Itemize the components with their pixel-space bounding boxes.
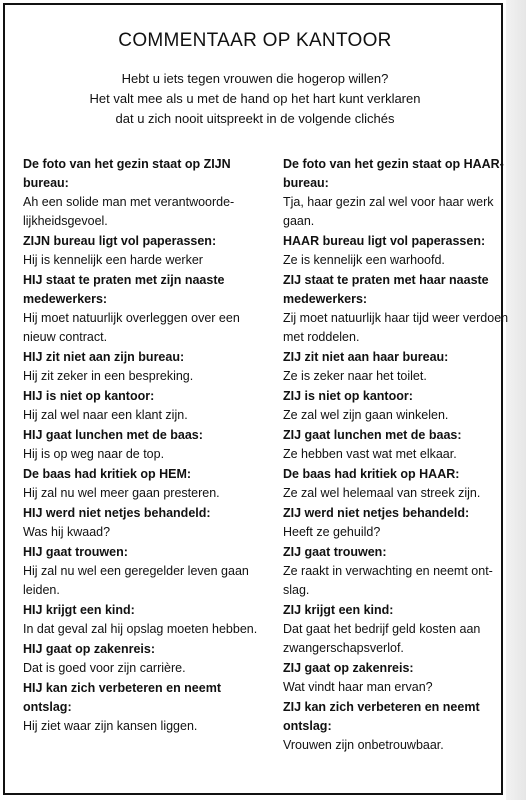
list-item <box>283 271 513 347</box>
cliche-comment: Ze hebben vast wat met elkaar. <box>283 447 457 461</box>
cliche-comment: In dat geval zal hij opslag moeten hebben. <box>23 622 258 636</box>
cliche-heading: HIJ gaat lunchen met de baas: <box>23 428 203 442</box>
cliche-comment: Was hij kwaad? <box>23 525 111 539</box>
cliche-comment: Dat is goed voor zijn carrière. <box>23 661 186 675</box>
cliche-comment: Heeft ze gehuild? <box>283 525 381 539</box>
list-item <box>23 426 268 464</box>
list-item <box>23 232 268 270</box>
cliche-heading: De foto van het gezin staat op ZIJN bureau: <box>23 157 231 190</box>
list-item <box>23 271 268 347</box>
intro-line: dat u zich nooit uitspreekt in de volgende clichés <box>115 111 395 126</box>
list-item <box>283 232 513 270</box>
list-item <box>23 601 268 639</box>
list-item <box>283 543 513 600</box>
intro-line: Hebt u iets tegen vrouwen die hogerop willen? <box>121 71 389 86</box>
list-item <box>23 387 268 425</box>
cliche-comment: Hij zal nu wel meer gaan presteren. <box>23 486 220 500</box>
cliche-heading: HIJ werd niet netjes behandeld: <box>23 506 211 520</box>
cliche-comment: Tja, haar gezin zal wel voor haar werk gaan. <box>283 195 494 228</box>
cliche-comment: Dat gaat het bedrijf geld kosten aan zwangerschapsverlof. <box>283 622 481 655</box>
cliche-comment: Zij moet natuurlijk haar tijd weer verdoen met roddelen. <box>283 311 509 344</box>
cliche-heading: De baas had kritiek op HAAR: <box>283 467 460 481</box>
list-item <box>23 155 268 231</box>
cliche-comment: Hij zal wel naar een klant zijn. <box>23 408 188 422</box>
article-frame <box>3 3 509 795</box>
cliche-comment: Ze raakt in verwachting en neemt ont-slag. <box>283 564 493 597</box>
cliche-heading: De baas had kritiek op HEM: <box>23 467 192 481</box>
cliche-comment: Ze zal wel zijn gaan winkelen. <box>283 408 449 422</box>
cliche-heading: HIJ zit niet aan zijn bureau: <box>23 350 185 364</box>
list-item <box>283 504 513 542</box>
cliche-comment: Ze is kennelijk een warhoofd. <box>283 253 445 267</box>
list-item <box>23 543 268 600</box>
cliche-comment: Hij is op weg naar de top. <box>23 447 165 461</box>
cliche-comment: Hij ziet waar zijn kansen liggen. <box>23 719 198 733</box>
list-item <box>23 679 268 736</box>
left-column-men <box>23 155 268 737</box>
cliche-heading: HAAR bureau ligt vol paperassen: <box>283 234 486 248</box>
cliche-heading: HIJ staat te praten met zijn naaste medewerkers: <box>23 273 225 306</box>
cliche-heading: ZIJN bureau ligt vol paperassen: <box>23 234 217 248</box>
cliche-heading: ZIJ werd niet netjes behandeld: <box>283 506 470 520</box>
cliche-heading: HIJ gaat op zakenreis: <box>23 642 155 656</box>
list-item <box>23 348 268 386</box>
cliche-heading: HIJ is niet op kantoor: <box>23 389 155 403</box>
list-item <box>283 465 513 503</box>
cliche-comment: Vrouwen zijn onbetrouwbaar. <box>283 738 444 752</box>
cliche-comment: Hij zal nu wel een geregelder leven gaan leiden. <box>23 564 249 597</box>
cliche-heading: ZIJ zit niet aan haar bureau: <box>283 350 449 364</box>
cliche-heading: ZIJ gaat op zakenreis: <box>283 661 414 675</box>
cliche-comment: Hij moet natuurlijk overleggen over een nieuw contract. <box>23 311 240 344</box>
cliche-heading: ZIJ krijgt een kind: <box>283 603 394 617</box>
list-item <box>23 504 268 542</box>
list-item <box>23 465 268 503</box>
cliche-heading: ZIJ staat te praten met haar naaste medewerkers: <box>283 273 489 306</box>
intro-line: Het valt mee als u met de hand op het hart kunt verklaren <box>89 91 421 106</box>
cliche-comment: Hij zit zeker in een bespreking. <box>23 369 194 383</box>
cliche-heading: ZIJ gaat trouwen: <box>283 545 387 559</box>
cliche-comment: Ze is zeker naar het toilet. <box>283 369 427 383</box>
list-item <box>283 348 513 386</box>
cliche-heading: HIJ kan zich verbeteren en neemt ontslag: <box>23 681 221 714</box>
list-item <box>283 698 513 755</box>
cliche-comment: Wat vindt haar man ervan? <box>283 680 433 694</box>
intro-paragraph <box>5 69 505 129</box>
cliche-comment: Ah een solide man met verantwoorde-lijkheidsgevoel. <box>23 195 235 228</box>
list-item <box>283 426 513 464</box>
list-item <box>283 387 513 425</box>
right-column-women <box>283 155 513 756</box>
cliche-comment: Hij is kennelijk een harde werker <box>23 253 203 267</box>
cliche-heading: HIJ gaat trouwen: <box>23 545 128 559</box>
cliche-comment: Ze zal wel helemaal van streek zijn. <box>283 486 481 500</box>
list-item <box>283 601 513 658</box>
page-title: COMMENTAAR OP KANTOOR <box>118 30 392 51</box>
cliche-heading: ZIJ kan zich verbeteren en neemt ontslag: <box>283 700 480 733</box>
cliche-heading: ZIJ gaat lunchen met de baas: <box>283 428 462 442</box>
cliche-heading: De foto van het gezin staat op HAAR-bureau: <box>283 157 504 190</box>
cliche-heading: ZIJ is niet op kantoor: <box>283 389 413 403</box>
list-item <box>23 640 268 678</box>
list-item <box>283 155 513 231</box>
cliche-heading: HIJ krijgt een kind: <box>23 603 135 617</box>
list-item <box>283 659 513 697</box>
